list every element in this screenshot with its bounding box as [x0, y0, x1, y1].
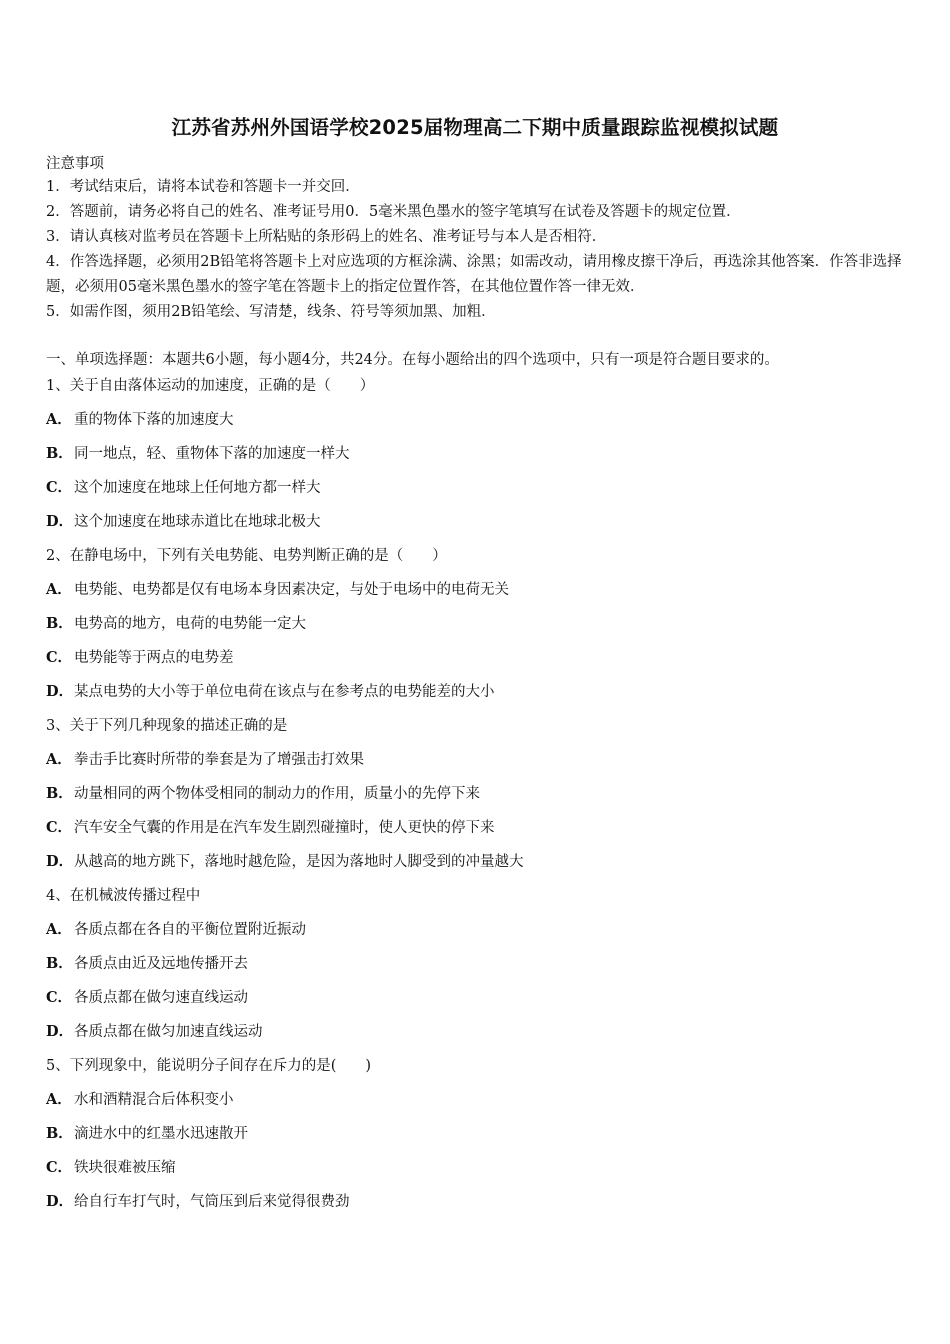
option-a: [46, 576, 906, 610]
option-c: [46, 644, 906, 678]
option-letter: A．: [46, 921, 72, 938]
question-list: [46, 372, 906, 1222]
notice-item: 2．答题前，请务必将自己的姓名、准考证号用0．5毫米黑色墨水的签字笔填写在试卷及答题卡的规定位置．: [46, 204, 741, 220]
option-text: 这个加速度在地球上任何地方都一样大: [74, 480, 321, 496]
question-stem: 2、在静电场中，下列有关电势能、电势判断正确的是（ ）: [46, 548, 447, 564]
option-text: 水和酒精混合后体积变小: [74, 1092, 234, 1108]
option-text: 同一地点，轻、重物体下落的加速度一样大: [74, 446, 350, 462]
option-text: 铁块很难被压缩: [74, 1160, 176, 1176]
option-d: [46, 1188, 906, 1222]
option-text: 滴进水中的红墨水迅速散开: [74, 1126, 248, 1142]
option-text: 各质点都在做匀速直线运动: [74, 990, 248, 1006]
notice-heading: 注意事项: [46, 156, 104, 172]
option-text: 某点电势的大小等于单位电荷在该点与在参考点的电势能差的大小: [74, 684, 495, 700]
option-letter: B．: [46, 955, 73, 972]
exam-title: 江苏省苏州外国语学校2025届物理高二下期中质量跟踪监视模拟试题: [171, 116, 779, 139]
option-b: [46, 950, 906, 984]
option-letter: B．: [46, 1125, 73, 1142]
option-letter: B．: [46, 615, 73, 632]
notice-item: 3．请认真核对监考员在答题卡上所粘贴的条形码上的姓名、准考证号与本人是否相符．: [46, 229, 607, 245]
option-text: 给自行车打气时，气筒压到后来觉得很费劲: [74, 1194, 350, 1210]
option-text: 各质点由近及远地传播开去: [74, 956, 248, 972]
option-letter: C．: [46, 989, 73, 1006]
option-c: [46, 984, 906, 1018]
option-letter: D．: [46, 1023, 74, 1040]
option-text: 从越高的地方跳下，落地时越危险，是因为落地时人脚受到的冲量越大: [74, 854, 524, 870]
option-a: [46, 916, 906, 950]
option-letter: D．: [46, 513, 74, 530]
option-text: 各质点都在各自的平衡位置附近振动: [74, 922, 306, 938]
option-a: [46, 1086, 906, 1120]
option-letter: A．: [46, 751, 72, 768]
option-text: 动量相同的两个物体受相同的制动力的作用，质量小的先停下来: [74, 786, 480, 802]
option-text: 重的物体下落的加速度大: [74, 412, 234, 428]
question-stem: 3、关于下列几种现象的描述正确的是: [46, 718, 288, 734]
option-b: [46, 780, 906, 814]
option-letter: C．: [46, 649, 73, 666]
option-letter: C．: [46, 819, 73, 836]
section-heading: 一、单项选择题：本题共6小题，每小题4分，共24分。在每小题给出的四个选项中，只有一项是符合题目要求的。: [46, 352, 779, 368]
question-stem: 1、关于自由落体运动的加速度，正确的是（ ）: [46, 378, 375, 394]
option-letter: C．: [46, 1159, 73, 1176]
option-d: [46, 848, 906, 882]
option-b: [46, 610, 906, 644]
notice-list: [46, 175, 908, 325]
option-b: [46, 440, 906, 474]
option-text: 汽车安全气囊的作用是在汽车发生剧烈碰撞时，使人更快的停下来: [74, 820, 495, 836]
option-text: 各质点都在做匀加速直线运动: [74, 1024, 263, 1040]
option-d: [46, 1018, 906, 1052]
option-letter: A．: [46, 1091, 72, 1108]
option-text: 电势能等于两点的电势差: [74, 650, 234, 666]
option-letter: D．: [46, 1193, 74, 1210]
option-text: 电势能、电势都是仅有电场本身因素决定，与处于电场中的电荷无关: [74, 582, 509, 598]
option-text: 电势高的地方，电荷的电势能一定大: [74, 616, 306, 632]
question-stem: 5、下列现象中，能说明分子间存在斥力的是( ): [46, 1058, 372, 1074]
option-letter: B．: [46, 785, 73, 802]
option-c: [46, 474, 906, 508]
notice-item: 5．如需作图，须用2B铅笔绘、写清楚，线条、符号等须加黑、加粗．: [46, 304, 496, 320]
option-c: [46, 1154, 906, 1188]
option-letter: C．: [46, 479, 73, 496]
notice-item: 1．考试结束后，请将本试卷和答题卡一并交回．: [46, 179, 360, 195]
question-stem: 4、在机械波传播过程中: [46, 888, 201, 904]
option-letter: A．: [46, 581, 72, 598]
option-a: [46, 746, 906, 780]
option-c: [46, 814, 906, 848]
option-letter: A．: [46, 411, 72, 428]
option-text: 拳击手比赛时所带的拳套是为了增强击打效果: [74, 752, 364, 768]
option-a: [46, 406, 906, 440]
option-letter: D．: [46, 683, 74, 700]
option-text: 这个加速度在地球赤道比在地球北极大: [74, 514, 321, 530]
option-b: [46, 1120, 906, 1154]
option-letter: D．: [46, 853, 74, 870]
option-d: [46, 678, 906, 712]
option-letter: B．: [46, 445, 73, 462]
notice-item: 4．作答选择题，必须用2B铅笔将答题卡上对应选项的方框涂满、涂黑；如需改动，请用橡皮擦干净后，再选涂其他答案．作答非选择题，必须用05毫米黑色墨水的签字笔在答题卡上的指定位置作答，在其他位置作答一律无效．: [46, 254, 902, 295]
option-d: [46, 508, 906, 542]
